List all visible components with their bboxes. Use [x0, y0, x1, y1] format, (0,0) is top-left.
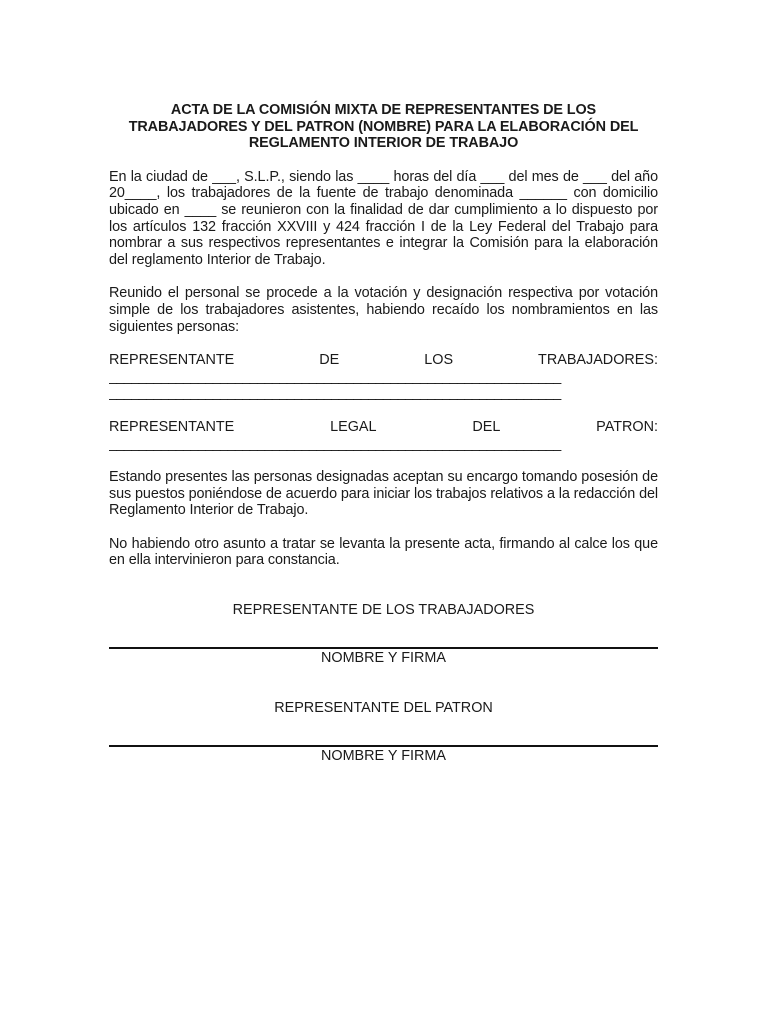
document-title: [109, 102, 658, 152]
title-line-1: ACTA DE LA COMISIÓN MIXTA DE REPRESENTANTES DE LOS: [170, 102, 597, 118]
heading-word: PATRON:: [596, 418, 658, 435]
employer-representative-heading: [109, 419, 658, 436]
closing-paragraph: No habiendo otro asunto a tratar se levanta la presente acta, firmando al calce los que en ella intervinieron para constancia.: [109, 535, 658, 569]
workers-signature-line: [109, 647, 658, 649]
employer-blank-line-1: _____________________________________________________________: [109, 435, 561, 452]
acceptance-paragraph: Estando presentes las personas designadas aceptan su encargo tomando posesión de sus puestos poniéndose de acuerdo para iniciar los trabajos relativos a la redacción del Reglamento Interior de Trabajo.: [109, 469, 658, 519]
heading-word: REPRESENTANTE: [109, 352, 235, 369]
heading-word: DEL: [472, 418, 501, 435]
heading-word: DE: [319, 352, 340, 369]
employer-signature-caption: NOMBRE Y FIRMA: [320, 747, 446, 764]
opening-paragraph: En la ciudad de ___, S.L.P., siendo las ____ horas del día ___ del mes de ___ del año 20____, los trabajadores de la fuente de trabajo denominada ______ con domicilio ubicado en ____ se reunieron con la finalidad de dar cumplimiento a lo dispuesto por los artículos 132 fracción XXVIII y 424 fracción I de la Ley Federal del Trabajo para nombrar a sus respectivos representantes e integrar la Comisión para la elaboración del reglamento Interior de Trabajo.: [109, 168, 658, 268]
workers-blank-line-1: _____________________________________________________________: [109, 368, 561, 385]
title-line-3: REGLAMENTO INTERIOR DE TRABAJO: [248, 135, 519, 152]
employer-signature-line: [109, 745, 658, 747]
document-page: [109, 102, 658, 764]
title-line-2: TRABAJADORES Y DEL PATRON (NOMBRE) PARA LA ELABORACIÓN DEL: [128, 118, 639, 135]
workers-signature-heading: REPRESENTANTE DE LOS TRABAJADORES: [232, 602, 535, 619]
workers-signature-caption: NOMBRE Y FIRMA: [320, 649, 446, 666]
workers-representative-heading: [109, 352, 658, 369]
voting-paragraph: Reunido el personal se procede a la votación y designación respectiva por votación simple de los trabajadores asistentes, habiendo recaído los nombramientos en las siguientes personas:: [109, 285, 658, 335]
heading-word: REPRESENTANTE: [109, 418, 235, 435]
heading-word: TRABAJADORES:: [538, 352, 658, 369]
workers-blank-line-2: _____________________________________________________________: [109, 385, 561, 402]
heading-word: LOS: [424, 352, 454, 369]
heading-word: LEGAL: [330, 418, 377, 435]
employer-signature-heading: REPRESENTANTE DEL PATRON: [274, 700, 493, 717]
